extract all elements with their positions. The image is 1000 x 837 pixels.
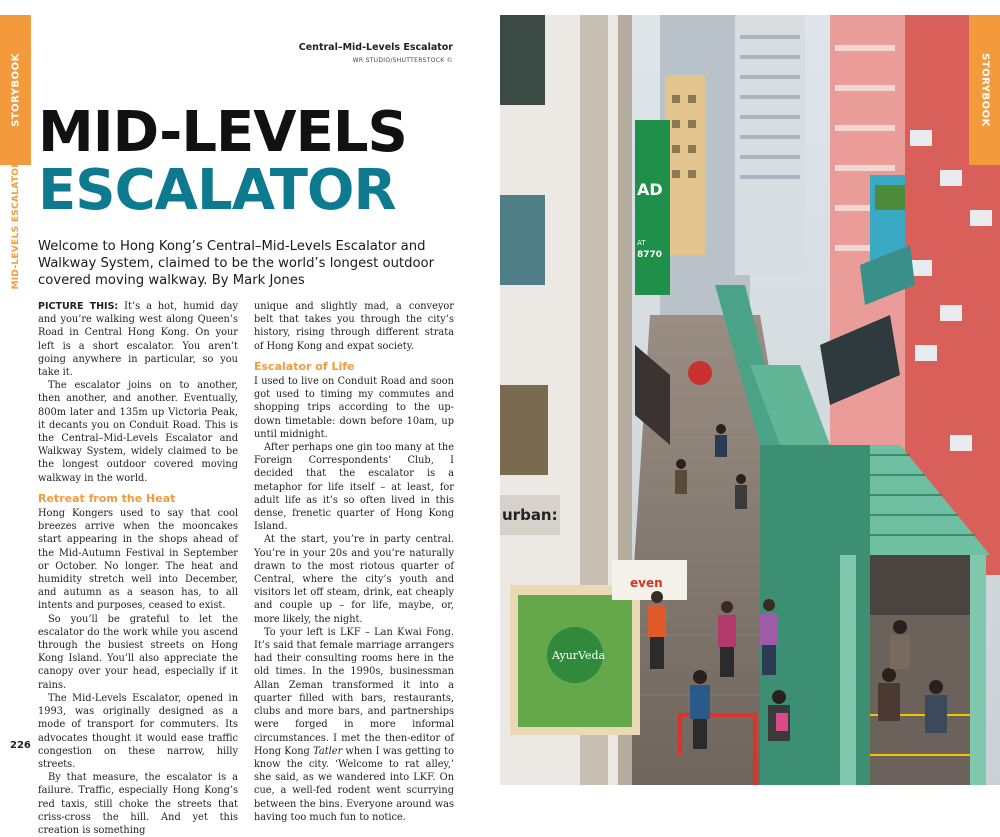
green-sign-small-text: AT [637,239,646,247]
photo-credit: WR STUDIO/SHUTTERSTOCK © [352,57,453,64]
store-sign-text: even [630,576,663,590]
paragraph: The escalator joins on to another, then another, and another. Eventually, 800m later and 135m up Victoria Peak, it decants you on Conduit Road. This is the Central–Mid-Levels Escalator and Walkway System, widely claimed to be the longest outdoor covered moving walkway in the world. [38,380,238,484]
escalator-photo [500,15,1000,785]
red-lantern [688,361,712,385]
section-tab-right [969,15,1000,165]
photo-caption [299,42,453,64]
section-tab-label: STORYBOOK [979,53,990,127]
right-page [500,0,1000,800]
yellow-building [665,75,705,255]
lead-in: PICTURE THIS: [38,301,119,312]
section-tab-left [0,15,31,165]
rooftop-plants [875,185,905,210]
running-head: MID-LEVELS ESCALATOR [11,160,21,290]
caption-title: Central–Mid-Levels Escalator [298,42,453,53]
green-sign-number: 8770 [637,250,663,260]
text-column-2 [254,300,454,824]
paragraph: At the start, you’re in party central. You’re in your 20s and you’re naturally drawn to the most riotous quarter of Central, where the city’s youth and visitors let off steam, drink, eat cheaply and couple up – for life, maybe, or, more likely, the night. [254,534,454,625]
section-tab-label: STORYBOOK [10,53,21,127]
standfirst: Welcome to Hong Kong’s Central–Mid-Levels Escalator and Walkway System, claimed to be the world’s longest outdoor covered moving walkway. By Mark Jones [38,239,435,288]
subheading: Retreat from the Heat [38,491,176,505]
left-window-dark [500,385,548,475]
paragraph-text: when I was getting to know the city. ‘Welcome to rat alley,’ she said, as we wandered into LKF. On cue, a well-fed rodent went scurrying between the bins. Everyone around was having too much fun to notice. [254,745,454,823]
subheading: Escalator of Life [254,359,355,373]
article-title [38,100,407,223]
left-window-top [500,15,545,105]
paragraph [38,300,238,379]
paragraph: By that measure, the escalator is a failure. Traffic, especially Hong Kong’s red taxis, still choke the streets that criss-cross the hill. And yet this creation is something [38,772,238,836]
paragraph: So you’ll be grateful to let the escalator do the work while you ascend through the busiest streets on Hong Kong Island. You’ll also appreciate the canopy over your head, especially if it rains. [38,613,238,691]
distant-tower [735,15,805,275]
left-window-teal [500,195,545,285]
paragraph: After perhaps one gin too many at the Foreign Correspondents’ Club, I decided that the escalator is a metaphor for life itself – at least, for adult life as it’s so often lived in this dense, frenetic quarter of Hong Kong Island. [254,442,454,533]
page-number: 226 [10,740,31,751]
paragraph [254,626,454,824]
magazine-name: Tatler [313,745,343,757]
green-sign-text: AD [637,180,663,199]
title-line-2: ESCALATOR [38,158,396,223]
paragraph-text: It’s a hot, humid day and you’re walking west along Queen’s Road in Central Hong Kong. On your left is a short escalator. You aren’t going anywhere in particular, so you take it. [38,301,238,379]
urban-sign: urban: [502,506,558,524]
ayurveda-sign-text: AyurVeda [552,649,606,662]
left-page [0,0,500,836]
text-column-1 [38,300,238,837]
paragraph: I used to live on Conduit Road and soon got used to timing my commutes and shopping trips according to the up-down timetable: down before 10am, up until midnight. [254,376,454,440]
paragraph-text: To your left is LKF – Lan Kwai Fong. It’s said that female marriage arrangers had their consulting rooms here in the old times. In the 1990s, businessman Allan Zeman transformed it into a quarter filled with bars, restaurants, clubs and more bars, and partnerships were forged in more informal circumstances. I met the then-editor of Hong Kong [254,626,454,757]
paragraph: unique and slightly mad, a conveyor belt that takes you through the city’s history, rising through different strata of Hong Kong and expat society. [254,301,454,352]
paragraph: The Mid-Levels Escalator, opened in 1993, was originally designed as a mode of transport for commuters. Its advocates thought it would ease traffic congestion on these narrow, hilly streets. [38,692,238,770]
title-line-1: MID-LEVELS [38,100,407,165]
green-vertical-sign [635,120,670,295]
paragraph: Hong Kongers used to say that cool breezes arrive when the mooncakes start appearing in the shops ahead of the Mid-Autumn Festival in September or October. No longer. The heat and humidity stretch well into December, and autumn as a season has, to all intents and purposes, ceased to exist. [38,508,238,612]
